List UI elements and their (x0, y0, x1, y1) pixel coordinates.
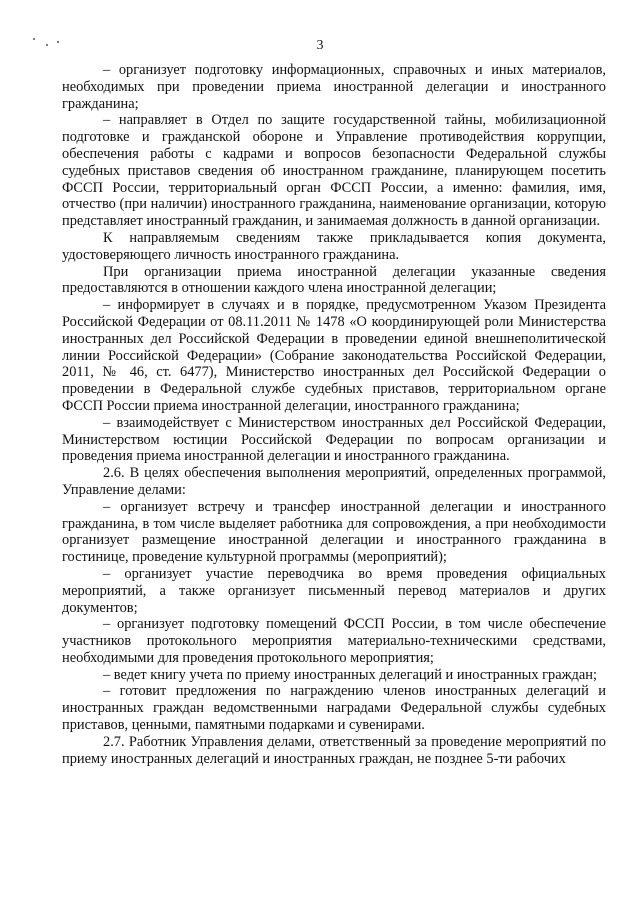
paragraph-transfer: – организует встречу и трансфер иностранной делегации и иностранного гражданина, в том числе выделяет работника для сопровождения, а при необходимости организует размещение иностранной делегации и иностранного гражданина в гостинице, проведение культурной программы (мероприятий); (62, 498, 606, 566)
paragraph-register-book: – ведет книгу учета по приему иностранных делегаций и иностранных граждан; (103, 666, 597, 683)
paragraph-delegation-members: При организации приема иностранной делегации указанные сведения предоставляются в отношении каждого члена иностранной делегации; (62, 263, 606, 297)
paragraph-security-info: – направляет в Отдел по защите государственной тайны, мобилизационной подготовке и гражданской обороне и Управление противодействия коррупции, обеспечения работы с кадрами и вопросов безопасности Федеральной службы судебных приставов сведения об иностранном гражданине, планирующем посетить ФССП России, территориальный орган ФССП России, а именно: фамилия, имя, отчество (при наличии) иностранного гражданина, наименование организации, которую представляет иностранный гражданин, и занимаемая должность в данной организации. (62, 112, 606, 230)
paragraph-premises: – организует подготовку помещений ФССП России, в том числе обеспечение участников протокольного мероприятия материально-техническими средствами, необходимыми для проведения протокольного мероприятия; (62, 616, 606, 666)
page-number: 3 (316, 38, 324, 53)
paragraph-section-2-6: 2.6. В целях обеспечения выполнения мероприятий, определенных программой, Управление делами: (62, 465, 606, 498)
paragraph-interaction: – взаимодействует с Министерством иностранных дел Российской Федерации, Министерством юстиции Российской Федерации по вопросам организации и проведения приема иностранной делегации и иностранного гражданина. (62, 414, 606, 465)
document-body (62, 62, 606, 767)
paragraph-interpreter: – организует участие переводчика во время проведения официальных мероприятий, а также организует письменный перевод материалов и других документов; (62, 565, 606, 616)
paragraph-mfa-notification: – информирует в случаях и в порядке, предусмотренном Указом Президента Российской Федерации от 08.11.2011 № 1478 «О координирующей роли Министерства иностранных дел Российской Федерации в проведении единой внешнеполитической линии Российской Федерации» (Собрание законодательства Российской Федерации, 2011, № 46, ст. 6477), Министерство иностранных дел Российской Федерации о проведении в Федеральной службе судебных приставов, территориальном органе ФССП России приема иностранной делегации, иностранного гражданина; (62, 297, 606, 414)
paragraph-materials: – организует подготовку информационных, справочных и иных материалов, необходимых при проведении приема иностранной делегации и иностранного гражданина; (62, 62, 606, 112)
paragraph-awards: – готовит предложения по награждению членов иностранных делегаций и иностранных граждан ведомственными наградами Федеральной службы судебных приставов, ценными, памятными подарками и сувенирами. (62, 683, 606, 734)
paragraph-identity-copy: К направляемым сведениям также прикладывается копия документа, удостоверяющего личность иностранного гражданина. (62, 229, 606, 263)
paragraph-section-2-7: 2.7. Работник Управления делами, ответственный за проведение мероприятий по приему иностранных делегаций и иностранных граждан, не позднее 5-ти рабочих (62, 733, 606, 767)
